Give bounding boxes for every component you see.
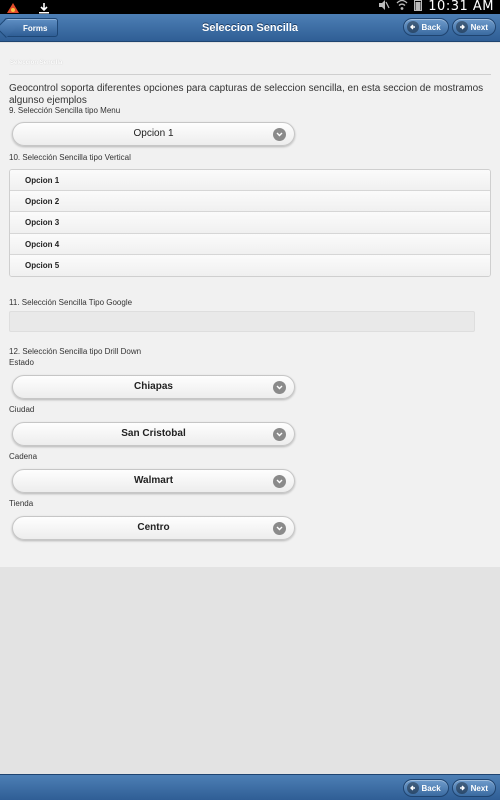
app-header: [0, 14, 500, 42]
estado-label: Estado: [9, 358, 34, 367]
chevron-down-icon: [273, 381, 286, 394]
cadena-value: Walmart: [133, 475, 174, 486]
app-footer: [0, 774, 500, 800]
vertical-option-1[interactable]: Opcion 1: [10, 170, 490, 191]
section-description: Geocontrol soporta diferentes opciones para capturas de seleccion sencilla, en esta seccion de mostramos algunso ejemplos: [9, 83, 484, 106]
forms-back-label: Forms: [23, 24, 48, 33]
header-back-label: Back: [421, 22, 441, 32]
vertical-list-label: 10. Selección Sencilla tipo Vertical: [9, 153, 131, 162]
chevron-down-icon: [273, 428, 286, 441]
menu-select-value: Opcion 1: [133, 128, 174, 139]
chevron-down-icon: [273, 128, 286, 141]
ciudad-label: Ciudad: [9, 405, 35, 414]
vertical-option-3[interactable]: Opcion 3: [10, 212, 490, 233]
chevron-down-icon: [273, 522, 286, 535]
estado-select[interactable]: [12, 375, 295, 399]
header-next-button[interactable]: [452, 18, 496, 36]
estado-value: Chiapas: [134, 381, 173, 392]
google-select-input[interactable]: [9, 311, 475, 332]
chevron-down-icon: [273, 475, 286, 488]
vertical-option-5[interactable]: Opcion 5: [10, 255, 490, 276]
vertical-option-4[interactable]: Opcion 4: [10, 234, 490, 255]
arrow-left-icon: [407, 21, 419, 33]
header-back-button[interactable]: [403, 18, 449, 36]
tienda-select[interactable]: [12, 516, 295, 540]
menu-select[interactable]: [12, 122, 295, 146]
form-content: [0, 43, 500, 567]
arrow-left-icon: [407, 782, 419, 794]
ciudad-value: San Cristobal: [121, 428, 186, 439]
tienda-value: Centro: [137, 522, 170, 533]
vertical-option-2[interactable]: Opcion 2: [10, 191, 490, 212]
section-divider: [9, 74, 491, 75]
footer-back-button[interactable]: [403, 779, 449, 797]
footer-back-label: Back: [421, 783, 441, 793]
ciudad-select[interactable]: [12, 422, 295, 446]
cadena-label: Cadena: [9, 452, 38, 461]
arrow-right-icon: [456, 21, 468, 33]
footer-nav: [403, 779, 496, 797]
page-title: Seleccion Sencilla: [202, 22, 298, 34]
vertical-option-list: [9, 169, 491, 277]
header-nav: [403, 18, 496, 36]
drilldown-label: 12. Selección Sencilla tipo Drill Down: [9, 347, 142, 356]
footer-next-button[interactable]: [452, 779, 496, 797]
status-bar: [0, 0, 500, 14]
tienda-label: Tienda: [9, 499, 34, 508]
menu-select-label: 9. Selección Sencilla tipo Menu: [9, 106, 121, 115]
section-heading: Seleccion Sencilla: [10, 60, 63, 66]
arrow-right-icon: [456, 782, 468, 794]
header-next-label: Next: [470, 22, 488, 32]
status-time: 10:31 AM: [428, 0, 494, 14]
cadena-select[interactable]: [12, 469, 295, 493]
google-select-label: 11. Selección Sencilla Tipo Google: [9, 298, 133, 307]
footer-next-label: Next: [470, 783, 488, 793]
